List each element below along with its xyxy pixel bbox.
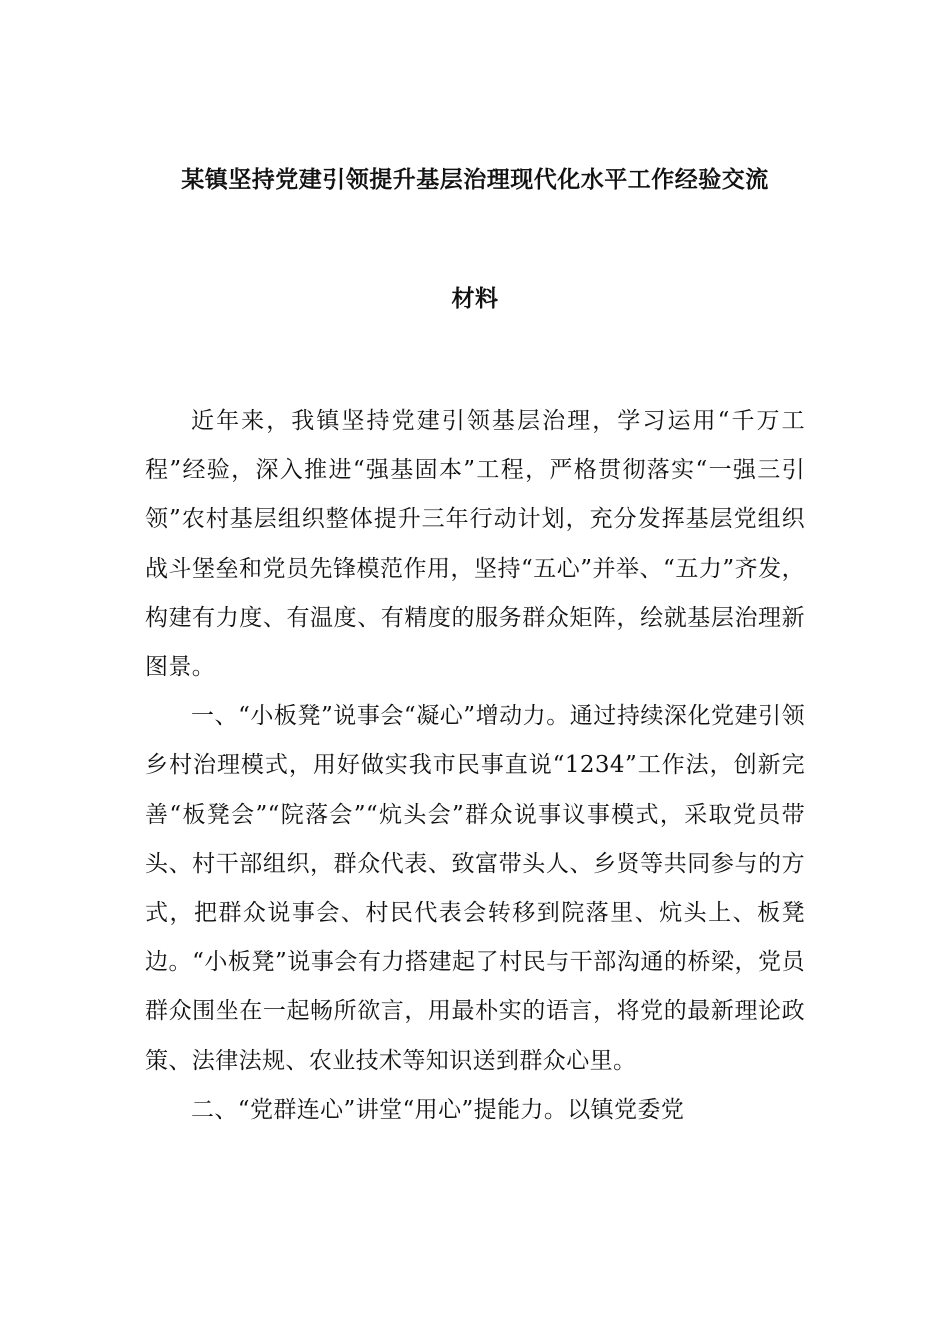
paragraph-section-1: 一、“小板凳”说事会“凝心”增动力。通过持续深化党建引领乡村治理模式，用好做实我市民事直说“1234”工作法，创新完善“板凳会”“院落会”“炕头会”群众说事议事模式，采取党员带头、村干部组织，群众代表、致富带头人、乡贤等共同参与的方式，把群众说事会、村民代表会转移到院落里、炕头上、板凳边。“小板凳”说事会有力搭建起了村民与干部沟通的桥梁，党员群众围坐在一起畅所欲言，用最朴实的语言，将党的最新理论政策、法律法规、农业技术等知识送到群众心里。	[145, 703, 805, 1074]
paragraph-section-2: 二、“党群连心”讲堂“用心”提能力。以镇党委党	[191, 1096, 685, 1123]
document-title-line-2: 材料	[451, 286, 499, 312]
paragraph-intro: 近年来，我镇坚持党建引领基层治理，学习运用“千万工程”经验，深入推进“强基固本”工程，严格贯彻落实“一强三引领”农村基层组织整体提升三年行动计划，充分发挥基层党组织战斗堡垒和党员先锋模范作用，坚持“五心”并举、“五力”齐发，构建有力度、有温度、有精度的服务群众矩阵，绘就基层治理新图景。	[145, 408, 805, 681]
document-body	[145, 397, 805, 1135]
document-title-line-1: 某镇坚持党建引领提升基层治理现代化水平工作经验交流	[181, 167, 769, 193]
